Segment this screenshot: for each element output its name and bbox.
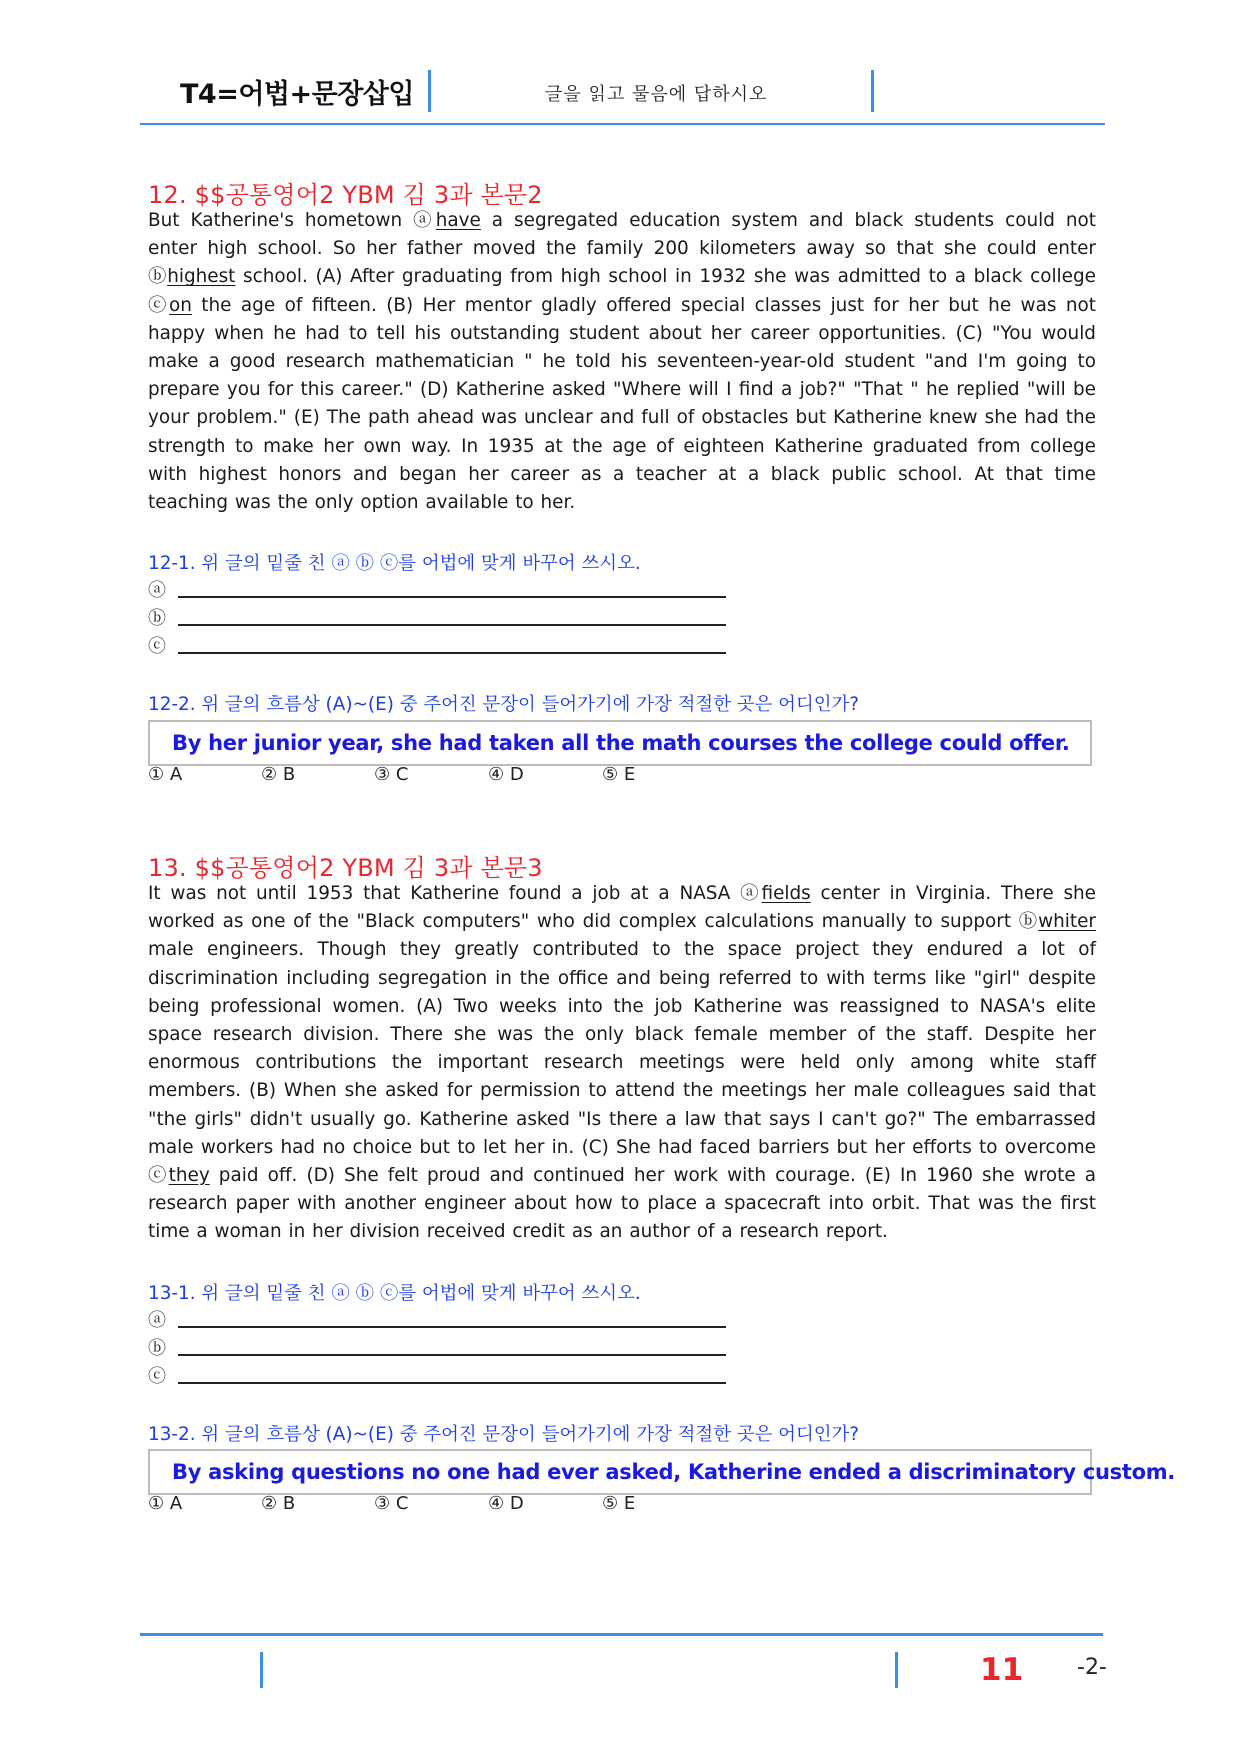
passage-text: center in Virginia. There she worked as one of the "Black computers" who did complex calculations manually to support (148, 883, 1096, 933)
underlined-word-c: they (168, 1165, 210, 1187)
answer-blank-a[interactable] (148, 576, 174, 602)
footer-number: 11 (980, 1652, 1024, 1688)
underlined-word-c: on (168, 294, 192, 316)
header-rule (140, 123, 1105, 125)
answer-blank-b[interactable] (148, 1334, 174, 1360)
underline-mark-c: ⓒ (148, 1165, 169, 1187)
underlined-word-b: whiter (1038, 911, 1096, 933)
underlined-word-a: fields (761, 883, 811, 904)
blank-mark: ⓒ (148, 1366, 166, 1387)
passage-text: school. (A) After graduating from high school in 1932 she was admitted to a black college (235, 266, 1096, 288)
passage-text: But Katherine's hometown (148, 210, 414, 231)
choice-4[interactable]: ④ D (488, 1493, 524, 1514)
answer-line (178, 1326, 726, 1328)
passage-text: a segregated education system and black students could not enter high school. So her father moved the family 200 kilometers away so that she could enter (148, 210, 1096, 260)
blank-mark: ⓐ (148, 580, 166, 601)
answer-line (178, 1382, 726, 1384)
blank-mark: ⓐ (148, 1310, 166, 1331)
question-12-title: 12. $$공통영어2 YBM 김 3과 본문2 (148, 181, 543, 209)
passage-text: male engineers. Though they greatly contributed to the space project they endured a lot of discrimination including segregation in the office and being referred to with terms like "girl" despite being professional women. (A) Two weeks into the job Katherine was reassigned to NASA's elite space research division. There she was the only black female member of the staff. Despite her enormous contributions the important research meetings were held only among white staff members. (B) When she asked for permission to attend the meetings her male colleagues said that "the girls" didn't usually go. Katherine asked "Is there a law that says I can't go?" The embarrassed male workers had no choice but to let her in. (C) She had faced barriers but her efforts to overcome (148, 939, 1096, 1158)
blank-mark: ⓑ (148, 1338, 166, 1359)
choice-3[interactable]: ③ C (374, 764, 409, 785)
given-sentence-box: By asking questions no one had ever asked, Katherine ended a discriminatory custom. (148, 1449, 1092, 1495)
underline-mark-c: ⓒ (148, 294, 169, 316)
question-12-passage (148, 207, 1096, 517)
answer-blank-c[interactable] (148, 1362, 174, 1388)
footer-divider-left (260, 1652, 263, 1688)
answer-blank-b[interactable] (148, 604, 174, 630)
choice-2[interactable]: ② B (261, 764, 296, 785)
question-12-1-prompt: 12-1. 위 글의 밑줄 친 ⓐ ⓑ ⓒ를 어법에 맞게 바꾸어 쓰시오. (148, 553, 641, 574)
passage-text: paid off. (D) She felt proud and continued her work with courage. (E) In 1960 she wrote a research paper with another engineer about how to place a spacecraft into orbit. That was the first time a woman in her division received credit as an author of a research report. (148, 1165, 1096, 1243)
underlined-word-a: have (435, 210, 481, 231)
choice-5[interactable]: ⑤ E (602, 764, 636, 785)
underline-mark-b: ⓑ (148, 266, 168, 288)
question-13-title: 13. $$공통영어2 YBM 김 3과 본문3 (148, 854, 543, 882)
passage-text: It was not until 1953 that Katherine found a job at a NASA (148, 883, 741, 904)
question-13-1-prompt: 13-1. 위 글의 밑줄 친 ⓐ ⓑ ⓒ를 어법에 맞게 바꾸어 쓰시오. (148, 1283, 641, 1304)
choice-4[interactable]: ④ D (488, 764, 524, 785)
answer-line (178, 1354, 726, 1356)
question-13-passage (148, 880, 1096, 1247)
footer-divider-right (895, 1652, 898, 1688)
choice-3[interactable]: ③ C (374, 1493, 409, 1514)
given-sentence-box: By her junior year, she had taken all the math courses the college could offer. (148, 720, 1092, 766)
answer-line (178, 652, 726, 654)
answer-blank-c[interactable] (148, 632, 174, 658)
underline-mark-a: ⓐ (413, 210, 436, 231)
answer-line (178, 596, 726, 598)
answer-blank-a[interactable] (148, 1306, 174, 1332)
choice-1[interactable]: ① A (148, 1493, 183, 1514)
choice-1[interactable]: ① A (148, 764, 183, 785)
header-divider-left (428, 70, 431, 112)
footer-rule (140, 1633, 1103, 1636)
question-12-2-prompt: 12-2. 위 글의 흐름상 (A)~(E) 중 주어진 문장이 들어가기에 가장 적절한 곳은 어디인가? (148, 694, 860, 715)
choice-5[interactable]: ⑤ E (602, 1493, 636, 1514)
worksheet-title: T4=어법+문장삽입 (180, 79, 414, 110)
worksheet-instruction: 글을 읽고 물음에 답하시오 (545, 84, 768, 105)
header-divider-right (871, 70, 874, 112)
page-number: -2- (1077, 1655, 1107, 1680)
underlined-word-b: highest (167, 266, 236, 288)
blank-mark: ⓑ (148, 608, 166, 629)
underline-mark-a: ⓐ (740, 883, 762, 904)
question-13-2-prompt: 13-2. 위 글의 흐름상 (A)~(E) 중 주어진 문장이 들어가기에 가장 적절한 곳은 어디인가? (148, 1424, 860, 1445)
answer-line (178, 624, 726, 626)
choice-2[interactable]: ② B (261, 1493, 296, 1514)
underline-mark-b: ⓑ (1018, 911, 1039, 933)
passage-text: the age of fifteen. (B) Her mentor gladly offered special classes just for her but he was not happy when he had to tell his outstanding student about her career opportunities. (C) "You would make a good research mathematician " he told his seventeen-year-old student "and I'm going to prepare you for this career." (D) Katherine asked "Where will I find a job?" "That " he replied "will be your problem." (E) The path ahead was unclear and full of obstacles but Katherine knew she had the strength to make her own way. In 1935 at the age of eighteen Katherine graduated from college with highest honors and began her career as a teacher at a black public school. At that time teaching was the only option available to her. (148, 294, 1096, 514)
blank-mark: ⓒ (148, 636, 166, 657)
